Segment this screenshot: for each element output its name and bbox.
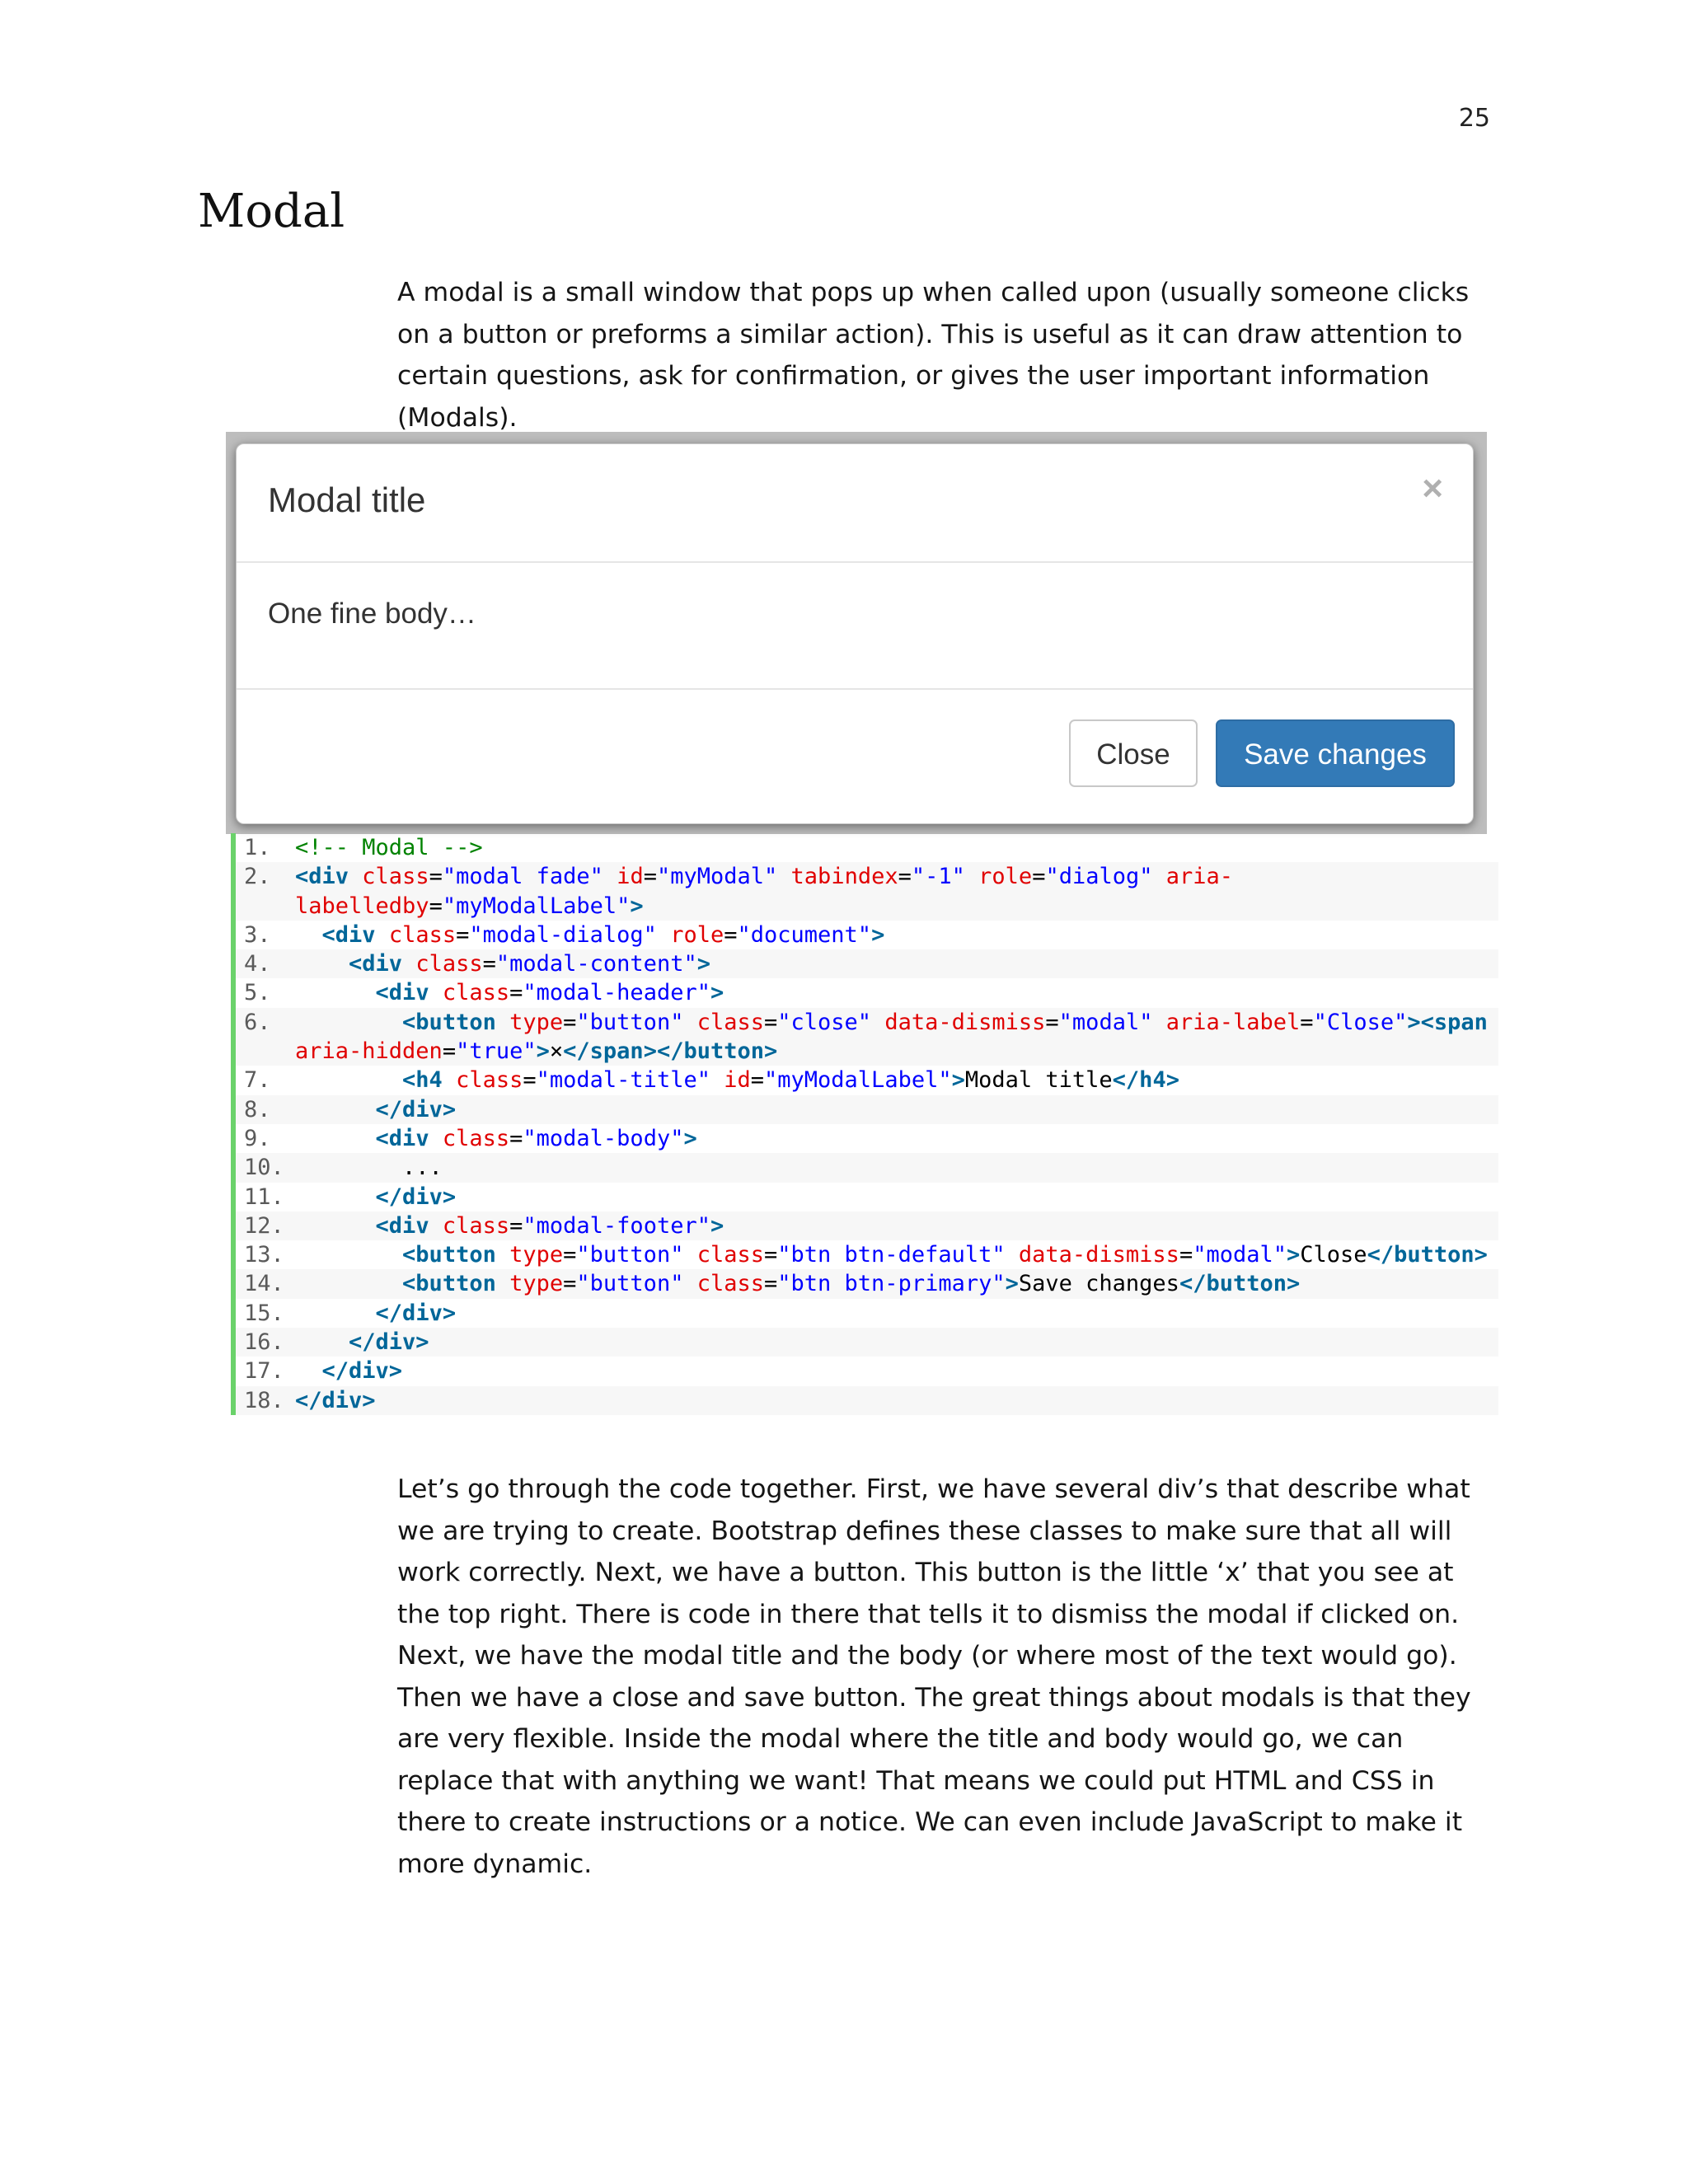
line-number: 14. (244, 1271, 284, 1297)
code-text: </div> (375, 1096, 457, 1122)
code-line (236, 1212, 1498, 1240)
modal-footer-divider (237, 688, 1473, 690)
line-number: 4. (244, 951, 271, 977)
line-number: 15. (244, 1300, 284, 1326)
intro-paragraph: A modal is a small window that pops up when called upon (usually someone clicks on a button or preforms a similar action). This is useful as it can draw attention to certain questions, ask for confirmation, or gives the user important information (Modals). (397, 278, 1470, 433)
code-line (236, 1299, 1498, 1328)
code-line (236, 949, 1498, 978)
line-number: 10. (244, 1155, 284, 1181)
line-number: 7. (244, 1067, 271, 1094)
code-line (236, 1124, 1498, 1153)
code-text: <button type="button" class="btn btn-default" data-dismiss="modal">Close</button> (402, 1242, 1488, 1268)
modal-title: Modal title (268, 480, 426, 519)
code-text: <div class="modal fade" id="myModal" tabindex="-1" role="dialog" aria-labelledby="myModalLabel"> (295, 864, 1234, 919)
code-text: <div class="modal-footer"> (375, 1212, 724, 1239)
code-line (236, 1328, 1498, 1357)
line-number: 17. (244, 1358, 284, 1385)
line-number: 12. (244, 1212, 284, 1239)
modal-dialog (236, 443, 1474, 824)
code-text: ... (295, 1155, 443, 1181)
code-text: <h4 class="modal-title" id="myModalLabel">Modal title</h4> (402, 1067, 1179, 1094)
modal-header (237, 444, 1473, 563)
line-number: 3. (244, 921, 271, 948)
line-number: 16. (244, 1329, 284, 1356)
line-number: 6. (244, 1009, 271, 1035)
code-line (236, 1066, 1498, 1094)
close-button[interactable]: Close (1069, 719, 1198, 787)
save-changes-button[interactable]: Save changes (1216, 719, 1455, 787)
page-number: 25 (1458, 104, 1490, 133)
close-icon[interactable]: × (1422, 468, 1443, 509)
code-text: <div class="modal-content"> (349, 951, 710, 977)
line-number: 8. (244, 1096, 271, 1122)
code-text: </div> (321, 1358, 403, 1385)
line-number: 1. (244, 835, 271, 860)
line-number: 9. (244, 1125, 271, 1151)
code-line (236, 978, 1498, 1007)
code-text: </div> (375, 1300, 457, 1326)
code-listing (231, 833, 1498, 1415)
code-line (236, 1183, 1498, 1212)
code-text: <div class="modal-body"> (375, 1125, 697, 1151)
line-number: 13. (244, 1242, 284, 1268)
code-line (236, 1008, 1498, 1066)
code-line (236, 862, 1498, 921)
line-number: 2. (244, 864, 271, 890)
code-line (236, 833, 1498, 862)
modal-screenshot (226, 432, 1487, 834)
explanation-paragraph: Let’s go through the code together. First, we have several div’s that describe what we are trying to create. Bootstrap defines these classes to make sure that all will work correctly. Next, we have a button. This button is the little ‘x’ that you see at the top right. There is code in there that tells it to dismiss the modal if clicked on. Next, we have the modal title and the body (or where most of the text would go). Then we have a close and save button. The great things about modals is that they are very flexible. Inside the modal where the title and body would go, we can replace that with anything we want! That means we could put HTML and CSS in there to create instructions or a notice. We can even include JavaScript to make it more dynamic. (397, 1474, 1471, 1879)
line-number: 11. (244, 1183, 284, 1210)
code-text: <button type="button" class="close" data-dismiss="modal" aria-label="Close"><span aria-hidden="true">×</span></button> (295, 1009, 1488, 1065)
code-line (236, 1386, 1498, 1415)
section-title: Modal (198, 185, 345, 238)
line-number: 5. (244, 980, 271, 1006)
code-line (236, 1095, 1498, 1124)
code-line (236, 1153, 1498, 1182)
line-number: 18. (244, 1387, 284, 1413)
code-line (236, 1240, 1498, 1269)
modal-body: One fine body… (268, 598, 476, 630)
code-line (236, 921, 1498, 949)
code-text: <div class="modal-header"> (375, 980, 724, 1006)
code-text: </div> (295, 1387, 376, 1413)
code-text: </div> (375, 1183, 457, 1210)
code-text: <button type="button" class="btn btn-primary">Save changes</button> (402, 1271, 1301, 1297)
code-text: </div> (349, 1329, 429, 1356)
code-line (236, 1357, 1498, 1385)
code-text: <!-- Modal --> (295, 835, 483, 860)
code-line (236, 1269, 1498, 1298)
code-text: <div class="modal-dialog" role="document"> (321, 921, 885, 948)
